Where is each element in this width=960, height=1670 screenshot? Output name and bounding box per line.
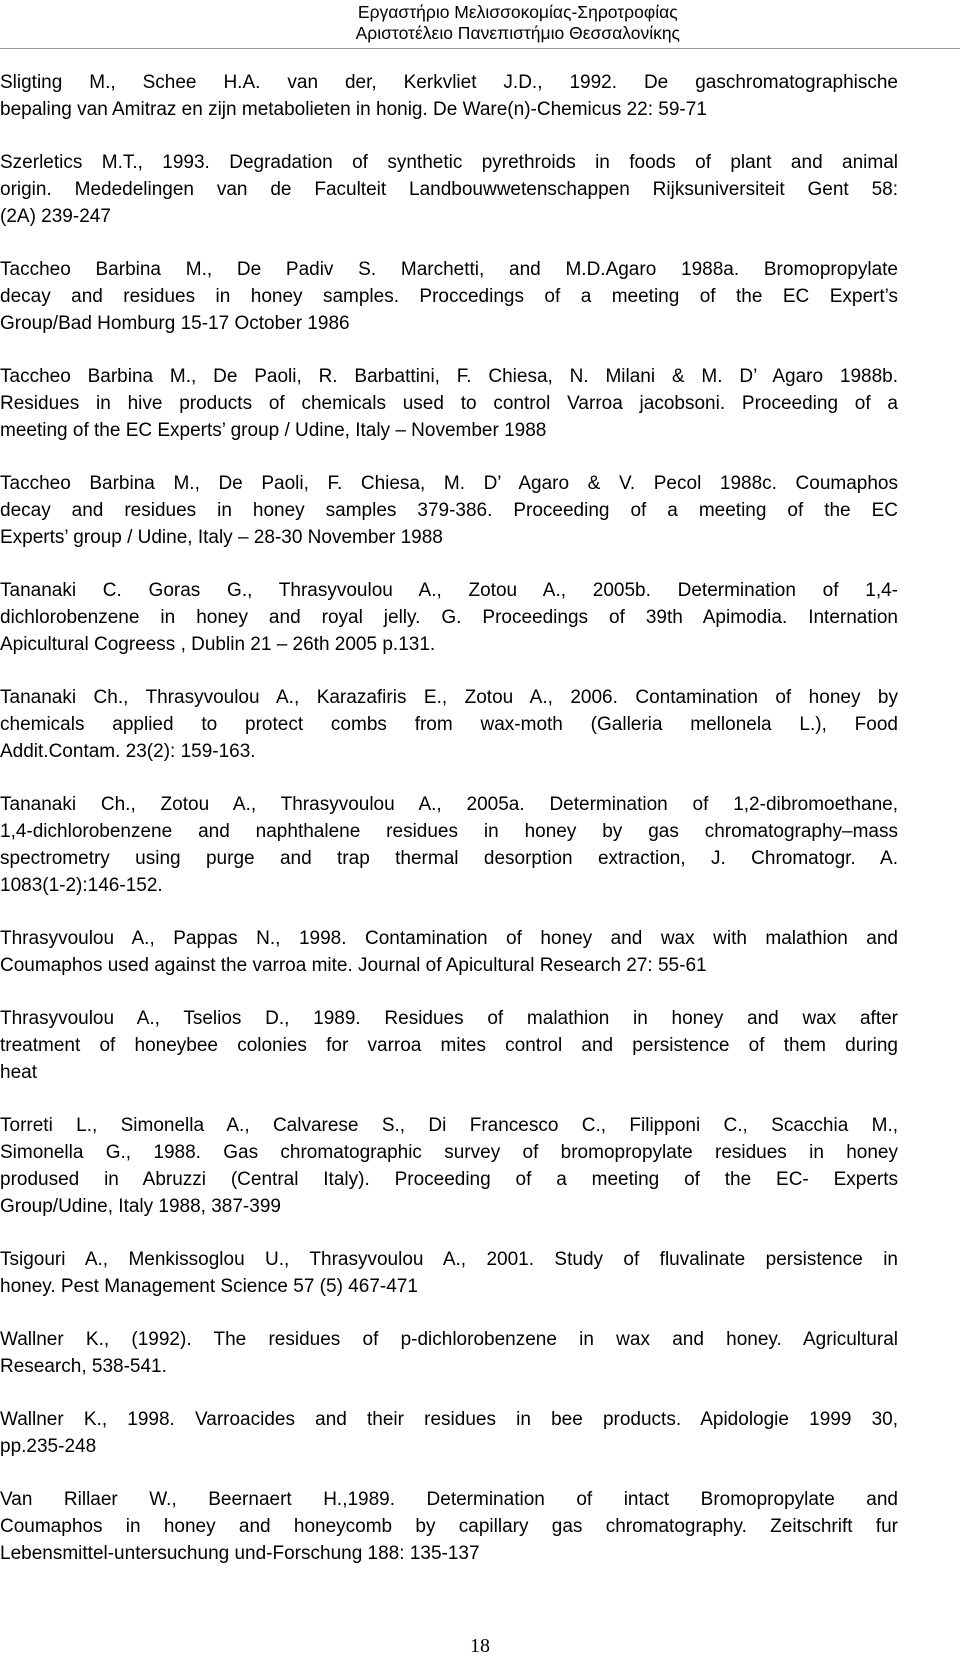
reference-entry xyxy=(0,925,898,979)
reference-line: origin. Mededelingen van de Faculteit Landbouwwetenschappen Rijksuniversiteit Gent 58: xyxy=(0,179,898,200)
reference-line: Taccheo Barbina M., De Paoli, R. Barbattini, F. Chiesa, N. Milani & M. D’ Agaro 1988b. xyxy=(0,366,898,387)
reference-line: spectrometry using purge and trap thermal desorption extraction, J. Chromatogr. A. xyxy=(0,848,898,869)
reference-line: Coumaphos in honey and honeycomb by capillary gas chromatography. Zeitschrift fur xyxy=(0,1516,898,1537)
reference-line: Group/Udine, Italy 1988, 387-399 xyxy=(0,1196,281,1217)
reference-entry xyxy=(0,363,898,444)
reference-entry xyxy=(0,577,898,658)
reference-list xyxy=(0,69,898,1593)
reference-line: Coumaphos used against the varroa mite. Journal of Apicultural Research 27: 55-61 xyxy=(0,955,707,976)
reference-line: bepaling van Amitraz en zijn metabolieten in honig. De Ware(n)-Chemicus 22: 59-71 xyxy=(0,99,707,120)
reference-line: Tananaki Ch., Zotou A., Thrasyvoulou A., 2005a. Determination of 1,2-dibromoethane, xyxy=(0,794,898,815)
reference-line: Research, 538-541. xyxy=(0,1356,167,1377)
reference-line: prodused in Abruzzi (Central Italy). Proceeding of a meeting of the EC- Experts xyxy=(0,1169,898,1190)
reference-entry xyxy=(0,1406,898,1460)
reference-entry xyxy=(0,1005,898,1086)
reference-entry xyxy=(0,1326,898,1380)
reference-entry xyxy=(0,256,898,337)
reference-line: Sligting M., Schee H.A. van der, Kerkvliet J.D., 1992. De gaschromatographische xyxy=(0,72,898,93)
reference-line: Tsigouri A., Menkissoglou U., Thrasyvoulou A., 2001. Study of fluvalinate persistence in xyxy=(0,1249,898,1270)
reference-line: Wallner K., 1998. Varroacides and their residues in bee products. Apidologie 1999 30, xyxy=(0,1409,898,1430)
reference-entry xyxy=(0,1112,898,1220)
reference-line: Simonella G., 1988. Gas chromatographic survey of bromopropylate residues in honey xyxy=(0,1142,898,1163)
reference-entry xyxy=(0,149,898,230)
reference-line: Tananaki C. Goras G., Thrasyvoulou A., Zotou A., 2005b. Determination of 1,4- xyxy=(0,580,898,601)
reference-line: 1083(1-2):146-152. xyxy=(0,875,163,896)
reference-line: Apicultural Cogreess , Dublin 21 – 26th 2005 p.131. xyxy=(0,634,436,655)
reference-line: Addit.Contam. 23(2): 159-163. xyxy=(0,741,256,762)
reference-line: meeting of the EC Experts’ group / Udine, Italy – November 1988 xyxy=(0,420,547,441)
reference-line: Residues in hive products of chemicals used to control Varroa jacobsoni. Proceeding of a xyxy=(0,393,898,414)
reference-entry xyxy=(0,1486,898,1567)
reference-line: decay and residues in honey samples 379-386. Proceeding of a meeting of the EC xyxy=(0,500,898,521)
reference-line: honey. Pest Management Science 57 (5) 467-471 xyxy=(0,1276,418,1297)
reference-line: 1,4-dichlorobenzene and naphthalene residues in honey by gas chromatography–mass xyxy=(0,821,898,842)
reference-line: Torreti L., Simonella A., Calvarese S., Di Francesco C., Filipponi C., Scacchia M., xyxy=(0,1115,898,1136)
page-number: 18 xyxy=(470,1635,490,1657)
reference-entry xyxy=(0,684,898,765)
reference-entry xyxy=(0,69,898,123)
reference-entry xyxy=(0,791,898,899)
reference-line: (2A) 239-247 xyxy=(0,206,111,227)
reference-entry xyxy=(0,1246,898,1300)
reference-line: treatment of honeybee colonies for varroa mites control and persistence of them during xyxy=(0,1035,898,1056)
reference-line: Thrasyvoulou A., Tselios D., 1989. Residues of malathion in honey and wax after xyxy=(0,1008,898,1029)
reference-line: Szerletics M.T., 1993. Degradation of synthetic pyrethroids in foods of plant and animal xyxy=(0,152,898,173)
reference-line: Group/Bad Homburg 15-17 October 1986 xyxy=(0,313,350,334)
header-divider xyxy=(0,48,960,49)
reference-line: Experts’ group / Udine, Italy – 28-30 November 1988 xyxy=(0,527,443,548)
reference-line: Taccheo Barbina M., De Padiv S. Marchetti, and M.D.Agaro 1988a. Bromopropylate xyxy=(0,259,898,280)
page-header xyxy=(356,2,680,44)
reference-line: Tananaki Ch., Thrasyvoulou A., Karazafiris E., Zotou A., 2006. Contamination of honey by xyxy=(0,687,898,708)
reference-line: Taccheo Barbina M., De Paoli, F. Chiesa, M. D’ Agaro & V. Pecol 1988c. Coumaphos xyxy=(0,473,898,494)
reference-line: decay and residues in honey samples. Proccedings of a meeting of the EC Expert’s xyxy=(0,286,898,307)
reference-entry xyxy=(0,470,898,551)
header-lab-name: Εργαστήριο Μελισσοκομίας-Σηροτροφίας xyxy=(357,2,678,22)
reference-line: heat xyxy=(0,1062,37,1083)
reference-line: Wallner K., (1992). The residues of p-dichlorobenzene in wax and honey. Agricultural xyxy=(0,1329,898,1350)
reference-line: Thrasyvoulou A., Pappas N., 1998. Contamination of honey and wax with malathion and xyxy=(0,928,898,949)
reference-line: chemicals applied to protect combs from wax-moth (Galleria mellonela L.), Food xyxy=(0,714,898,735)
reference-line: dichlorobenzene in honey and royal jelly. G. Proceedings of 39th Apimodia. Internation xyxy=(0,607,898,628)
reference-line: Lebensmittel-untersuchung und-Forschung 188: 135-137 xyxy=(0,1543,480,1564)
reference-line: Van Rillaer W., Beernaert H.,1989. Determination of intact Bromopropylate and xyxy=(0,1489,898,1510)
header-university-name: Αριστοτέλειο Πανεπιστήμιο Θεσσαλονίκης xyxy=(355,23,680,43)
reference-line: pp.235-248 xyxy=(0,1436,97,1457)
